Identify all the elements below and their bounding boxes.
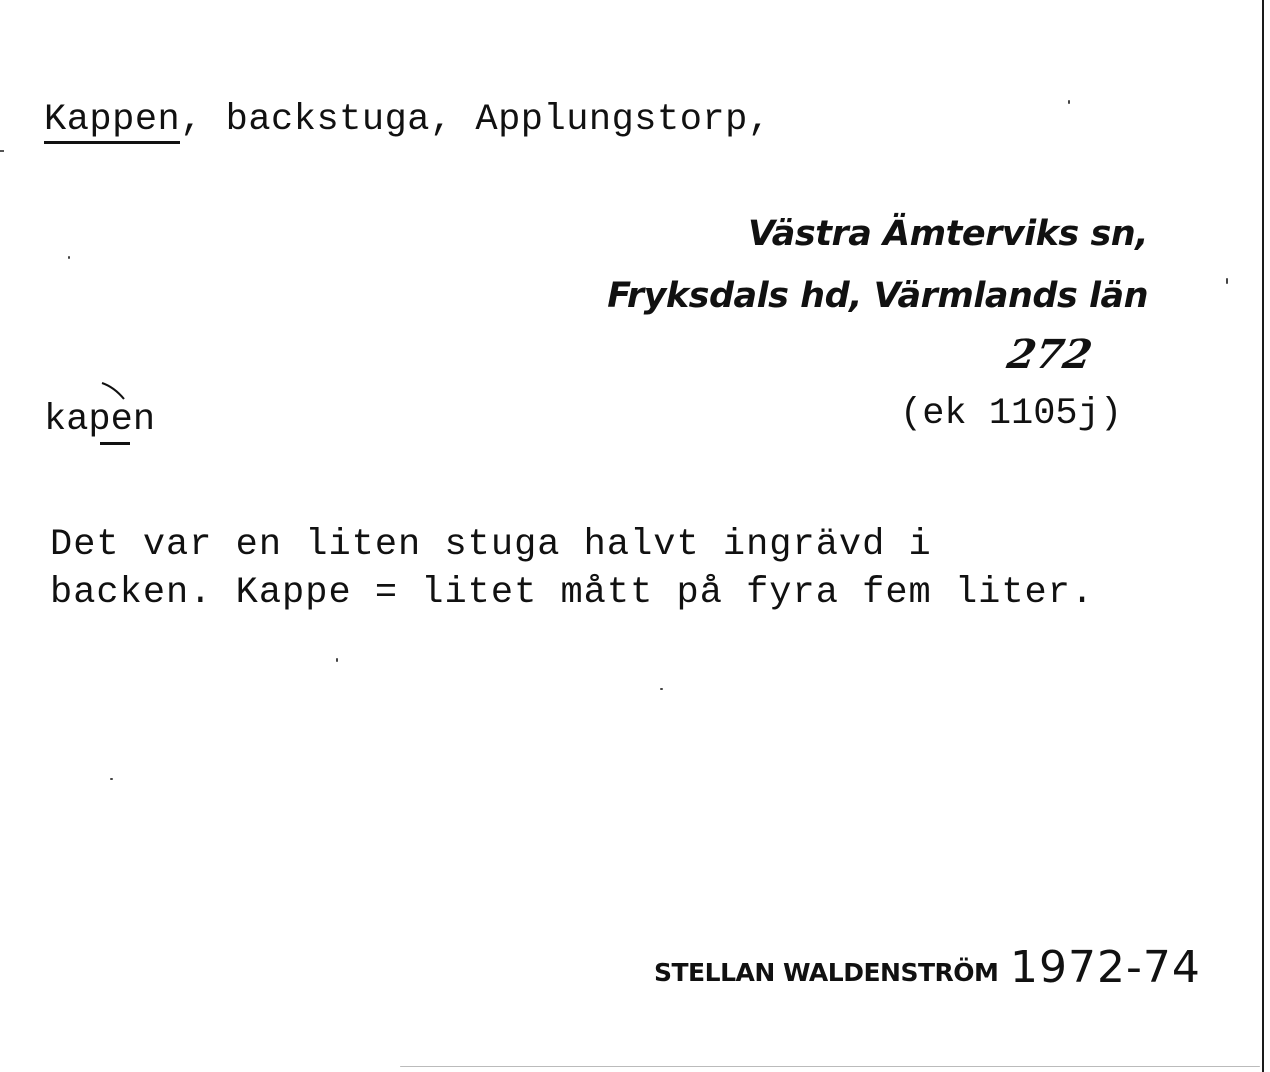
- phonetic-transcription: kapen: [44, 399, 156, 441]
- district-line: Fryksdals hd, Värmlands län: [607, 276, 1148, 316]
- collector-name: STELLAN WALDENSTRÖM: [654, 958, 999, 987]
- parish-line: Västra Ämterviks sn,: [747, 214, 1148, 254]
- speck: [336, 658, 338, 662]
- phonetic-underline: [100, 442, 130, 445]
- description-line-2: backen. Kappe = litet mått på fyra fem liter.: [50, 572, 1095, 614]
- map-reference: (ek 1105j): [900, 393, 1123, 435]
- speck: [110, 778, 113, 780]
- speck: [1068, 100, 1070, 104]
- speck: [400, 1066, 1260, 1067]
- card-edge: [1262, 0, 1264, 1072]
- speck: [1226, 278, 1228, 284]
- headword-line: [44, 98, 771, 142]
- margin-mark: [0, 150, 4, 152]
- speck: [68, 256, 70, 259]
- description-line-1: Det var en liten stuga halvt ingrävd i: [50, 524, 932, 566]
- speck: [660, 688, 663, 690]
- handwritten-number: 272: [1003, 331, 1096, 378]
- headword-description: , backstuga, Applungstorp,: [180, 99, 771, 141]
- headword: Kappen: [44, 99, 181, 141]
- collection-years: 1972-74: [1010, 942, 1201, 993]
